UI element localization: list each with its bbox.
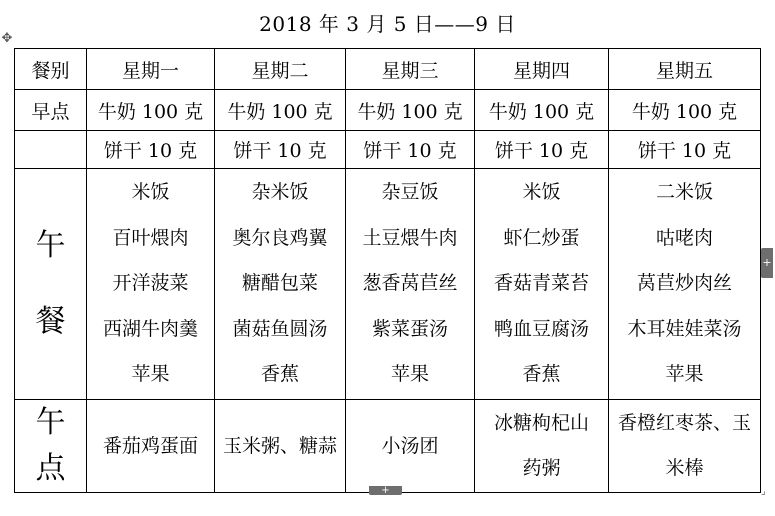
table-cell: 牛奶 100 克	[215, 90, 346, 131]
menu-item: 冰糖枸杞山	[493, 412, 589, 434]
table-cell	[346, 169, 475, 400]
menu-item: 香蕉	[260, 363, 299, 386]
menu-item: 米棒	[665, 457, 704, 479]
header-cell: 星期二	[215, 49, 346, 90]
menu-item: 小汤团	[381, 434, 439, 457]
table-cell: 饼干 10 克	[215, 131, 346, 169]
meal-label-morning: 早点	[15, 90, 87, 131]
table-row	[15, 169, 761, 400]
menu-item: 香橙红枣茶、玉	[617, 412, 751, 434]
menu-item: 米饭	[131, 181, 170, 204]
menu-item: 杂米饭	[251, 181, 309, 204]
page-title: 2018 年 3 月 5 日——9 日	[259, 12, 516, 36]
table-cell: 饼干 10 克	[87, 131, 215, 169]
menu-item: 咕咾肉	[655, 226, 713, 249]
table-cell: 饼干 10 克	[346, 131, 475, 169]
table-cell: 饼干 10 克	[609, 131, 761, 169]
table-cell	[87, 400, 215, 493]
menu-item: 米饭	[522, 181, 561, 204]
menu-item: 香菇青菜苔	[493, 272, 589, 295]
menu-item: 开洋菠菜	[112, 272, 189, 295]
menu-item: 苹果	[390, 363, 429, 386]
table-header-row	[15, 49, 761, 90]
meal-label-lunch	[15, 169, 87, 400]
menu-item: 虾仁炒蛋	[503, 226, 580, 249]
menu-item: 玉米粥、糖蒜	[222, 434, 337, 457]
table-cell	[346, 400, 475, 493]
menu-item: 二米饭	[655, 181, 713, 204]
menu-item: 香蕉	[522, 363, 561, 386]
meal-label-char: 餐	[35, 304, 66, 339]
menu-item: 菌菇鱼圆汤	[232, 317, 328, 340]
table-row	[15, 400, 761, 493]
menu-item: 土豆煨牛肉	[362, 226, 458, 249]
header-cell: 星期三	[346, 49, 475, 90]
header-cell: 星期四	[475, 49, 609, 90]
table-cell	[87, 169, 215, 400]
table-cell	[215, 169, 346, 400]
table-cell: 牛奶 100 克	[475, 90, 609, 131]
menu-item: 百叶煨肉	[112, 226, 189, 249]
menu-item: 苹果	[665, 363, 704, 386]
table-cell	[215, 400, 346, 493]
menu-item: 杂豆饭	[381, 181, 439, 204]
table-cell: 牛奶 100 克	[609, 90, 761, 131]
table-cell: 牛奶 100 克	[346, 90, 475, 131]
table-cell	[609, 169, 761, 400]
table-cell: 饼干 10 克	[475, 131, 609, 169]
menu-item: 药粥	[522, 457, 561, 479]
add-column-button[interactable]	[761, 248, 773, 278]
menu-item: 鸭血豆腐汤	[493, 317, 589, 340]
table-cell	[609, 400, 761, 493]
menu-item: 木耳娃娃菜汤	[627, 317, 742, 340]
menu-item: 番茄鸡蛋面	[102, 434, 198, 457]
menu-table	[14, 48, 761, 493]
menu-item: 糖醋包菜	[241, 272, 318, 295]
meal-label-char: 午	[35, 228, 66, 263]
table-cell: 牛奶 100 克	[87, 90, 215, 131]
menu-item: 葱香莴苣丝	[362, 272, 458, 295]
meal-label-char: 点	[35, 451, 66, 486]
table-cell	[475, 400, 609, 493]
move-arrows-icon[interactable]: ✥	[1, 31, 13, 46]
meal-label-afternoon	[15, 400, 87, 493]
header-cell: 星期五	[609, 49, 761, 90]
menu-item: 西湖牛肉羹	[102, 317, 198, 340]
header-cell: 星期一	[87, 49, 215, 90]
table-row	[15, 131, 761, 169]
table-cell	[15, 131, 87, 169]
menu-item: 苹果	[131, 363, 170, 386]
header-cell: 餐别	[15, 49, 87, 90]
plus-icon: +	[762, 256, 772, 269]
menu-item: 紫菜蛋汤	[371, 317, 448, 340]
add-row-button[interactable]	[369, 486, 402, 495]
resize-corner-icon[interactable]: ⌟	[761, 486, 766, 497]
table-cell	[475, 169, 609, 400]
menu-item: 奥尔良鸡翼	[232, 226, 328, 249]
menu-item: 莴苣炒肉丝	[636, 272, 732, 295]
meal-label-char: 午	[35, 405, 66, 440]
table-row	[15, 90, 761, 131]
plus-icon: +	[381, 485, 390, 496]
